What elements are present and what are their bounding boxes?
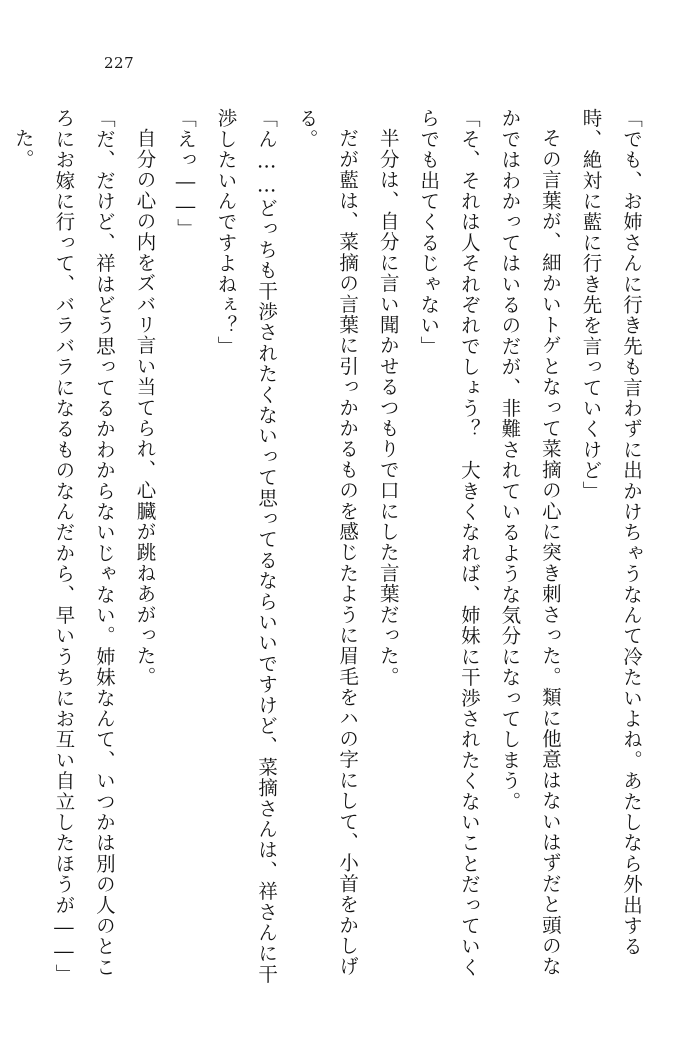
paragraph: だが藍は、菜摘の言葉に引っかかるものを感じたように眉毛をハの字にして、小首をかしげる。: [295, 108, 360, 977]
paragraph: 自分の心の内をズバリ言い当てられ、心臓が跳ねあがった。: [133, 127, 157, 687]
paragraph: 「そ、それは人それぞれでしょう？ 大きくなれば、姉妹に干渉されたくないことだっていくらでも出てくるじゃない」: [417, 108, 481, 978]
paragraph: 「えっ――」: [173, 108, 197, 240]
paragraph: 「ん……どっちも干渉されたくないって思ってるならいいですけど、菜摘さんは、祥さんに干渉したいんですよねぇ？」: [214, 108, 279, 985]
paragraph: た。: [11, 127, 35, 169]
page-text-body: [11, 108, 651, 988]
paragraph: 「でも、お姉さんに行き先も言わずに出かけちゃうなんて冷たいよね。あたしなら外出する時、絶対に藍に行き先を言っていくけど」: [579, 108, 643, 957]
paragraph: 「だ、だけど、祥はどう思ってるかわからないじゃない。姉妹なんて、いつかは別の人のところにお嫁に行って、バラバラになるものなんだから、早いうちにお互い自立したほうが――」: [52, 108, 116, 985]
page-number: 227: [104, 54, 135, 72]
paragraph: その言葉が、細かいトゲとなって菜摘の心に突き刺さった。類に他意はないはずだと頭のなかではわかってはいるのだが、非難されているような気分になってしまう。: [498, 108, 562, 977]
paragraph: 半分は、自分に言い聞かせるつもりで口にした言葉だった。: [376, 127, 400, 687]
